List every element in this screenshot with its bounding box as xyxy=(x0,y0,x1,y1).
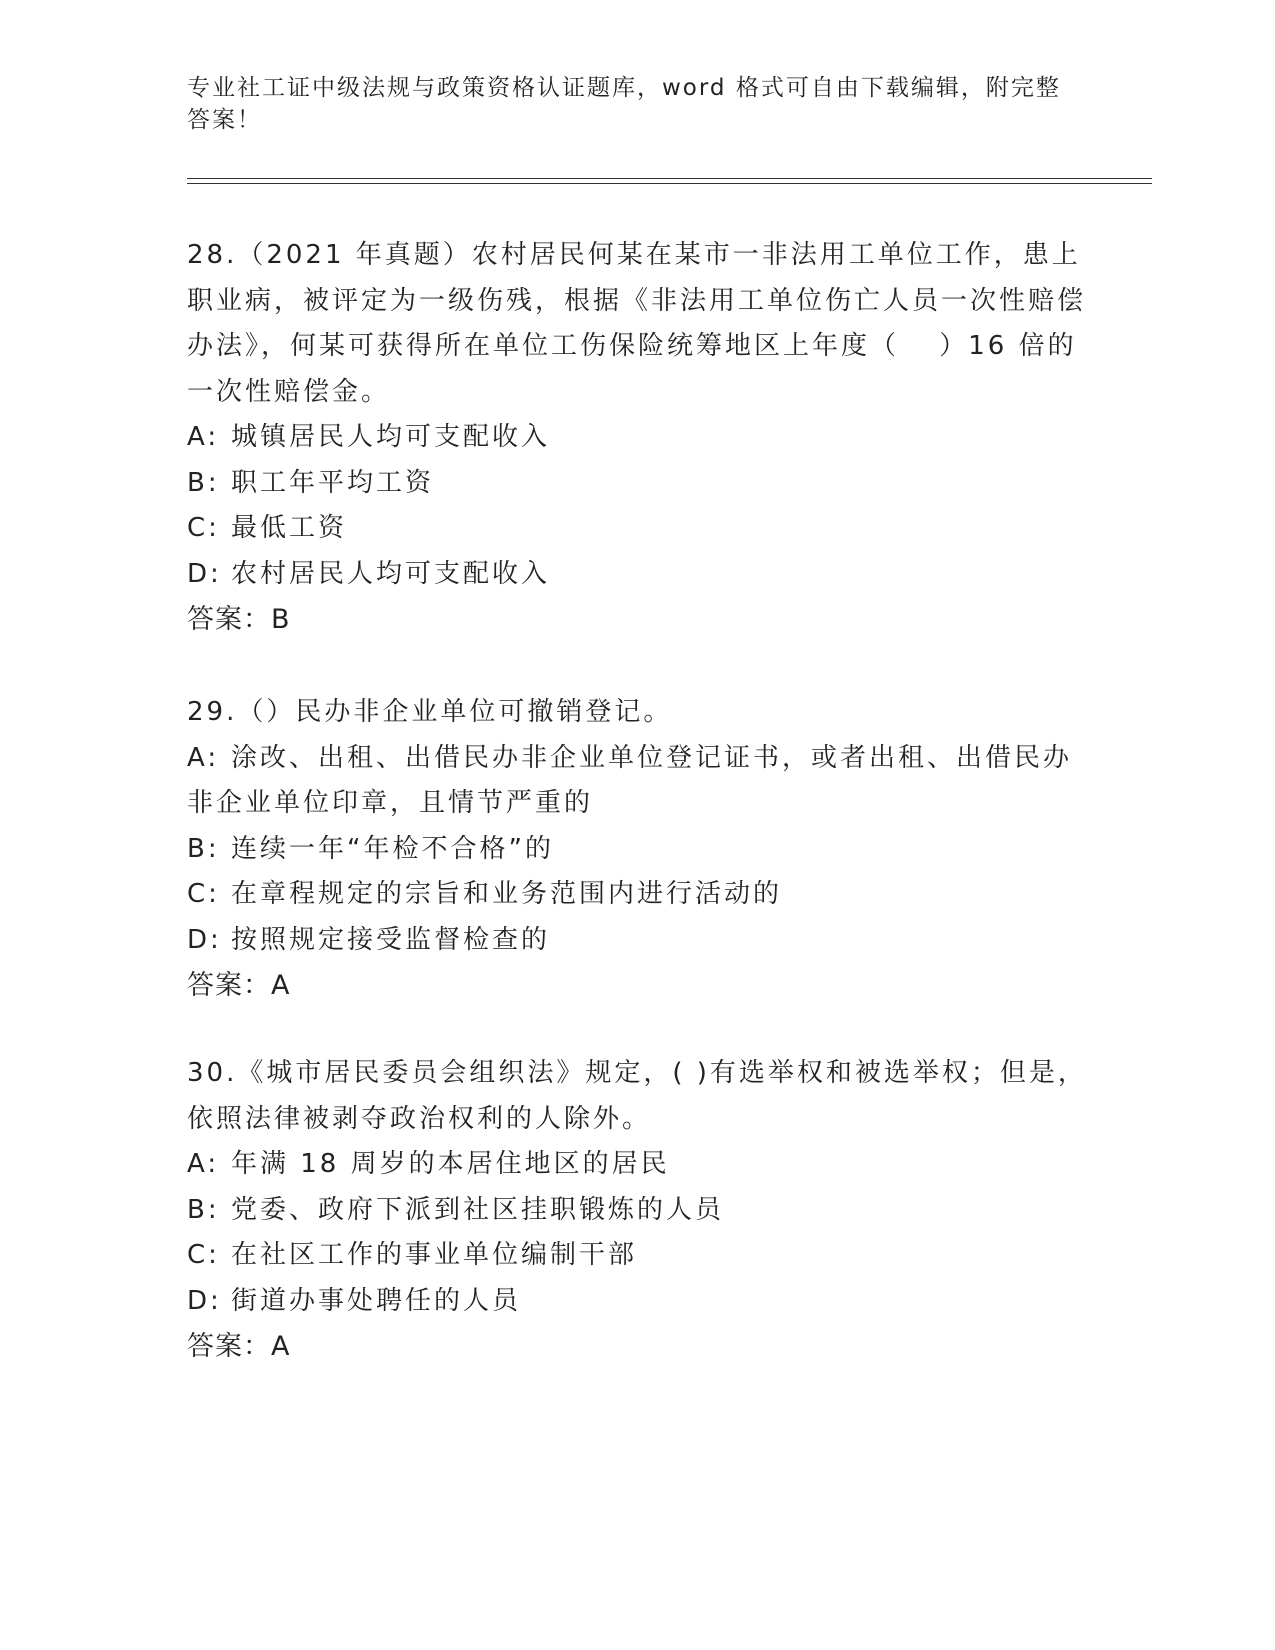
option-d xyxy=(187,918,1087,964)
option-text: 职工年平均工资 xyxy=(231,467,435,498)
option-a xyxy=(187,1142,1087,1188)
option-c xyxy=(187,506,1087,552)
question-stem: 28.（2021 年真题）农村居民何某在某市一非法用工单位工作，患上职业病，被评定为一级伤残，根据《非法用工单位伤亡人员一次性赔偿办法》，何某可获得所在单位工伤保险统筹地区上年度（ ）16 倍的一次性赔偿金。 xyxy=(187,240,1087,407)
answer-line: 答案：A xyxy=(187,1331,291,1362)
option-text: 在社区工作的事业单位编制干部 xyxy=(231,1240,638,1270)
option-key: C: xyxy=(187,513,220,543)
option-d xyxy=(187,1279,1087,1325)
question-28 xyxy=(187,233,1087,643)
answer-line: 答案：B xyxy=(187,604,291,635)
option-text: 最低工资 xyxy=(231,513,348,543)
option-a xyxy=(187,736,1087,827)
option-a xyxy=(187,415,1087,461)
option-b xyxy=(187,1188,1087,1234)
option-text: 在章程规定的宗旨和业务范围内进行活动的 xyxy=(231,879,783,909)
answer-line: 答案：A xyxy=(187,970,291,1001)
option-c xyxy=(187,1233,1087,1279)
option-key: D: xyxy=(187,1285,222,1316)
option-key: D: xyxy=(187,924,222,955)
option-text: 涂改、出租、出借民办非企业单位登记证书，或者出租、出借民办非企业单位印章，且情节严重的 xyxy=(187,742,1073,818)
option-key: A: xyxy=(187,1149,220,1179)
question-stem: 30.《城市居民委员会组织法》规定，( )有选举权和被选举权；但是，依照法律被剥夺政治权利的人除外。 xyxy=(187,1058,1087,1134)
option-text: 城镇居民人均可支配收入 xyxy=(231,422,551,452)
option-b xyxy=(187,827,1087,873)
option-c xyxy=(187,872,1087,918)
document-header: 专业社工证中级法规与政策资格认证题库，word 格式可自由下载编辑，附完整答案！ xyxy=(187,75,1061,133)
question-29 xyxy=(187,690,1087,1009)
question-30 xyxy=(187,1051,1087,1370)
option-key: B: xyxy=(187,833,220,864)
option-text: 年满 18 周岁的本居住地区的居民 xyxy=(231,1149,670,1179)
option-text: 街道办事处聘任的人员 xyxy=(231,1285,522,1316)
header-divider-top xyxy=(187,178,1152,179)
option-key: C: xyxy=(187,1240,220,1270)
option-text: 党委、政府下派到社区挂职锻炼的人员 xyxy=(231,1194,725,1225)
option-text: 连续一年“年检不合格”的 xyxy=(231,833,554,864)
option-key: B: xyxy=(187,1194,220,1225)
option-key: C: xyxy=(187,879,220,909)
header-divider-bottom xyxy=(187,183,1152,184)
option-key: A: xyxy=(187,742,220,773)
option-key: D: xyxy=(187,558,222,589)
option-key: B: xyxy=(187,467,220,498)
option-key: A: xyxy=(187,422,220,452)
option-text: 农村居民人均可支配收入 xyxy=(231,558,551,589)
option-text: 按照规定接受监督检查的 xyxy=(231,924,551,955)
option-d xyxy=(187,552,1087,598)
question-stem: 29.（）民办非企业单位可撤销登记。 xyxy=(187,697,673,727)
option-b xyxy=(187,461,1087,507)
